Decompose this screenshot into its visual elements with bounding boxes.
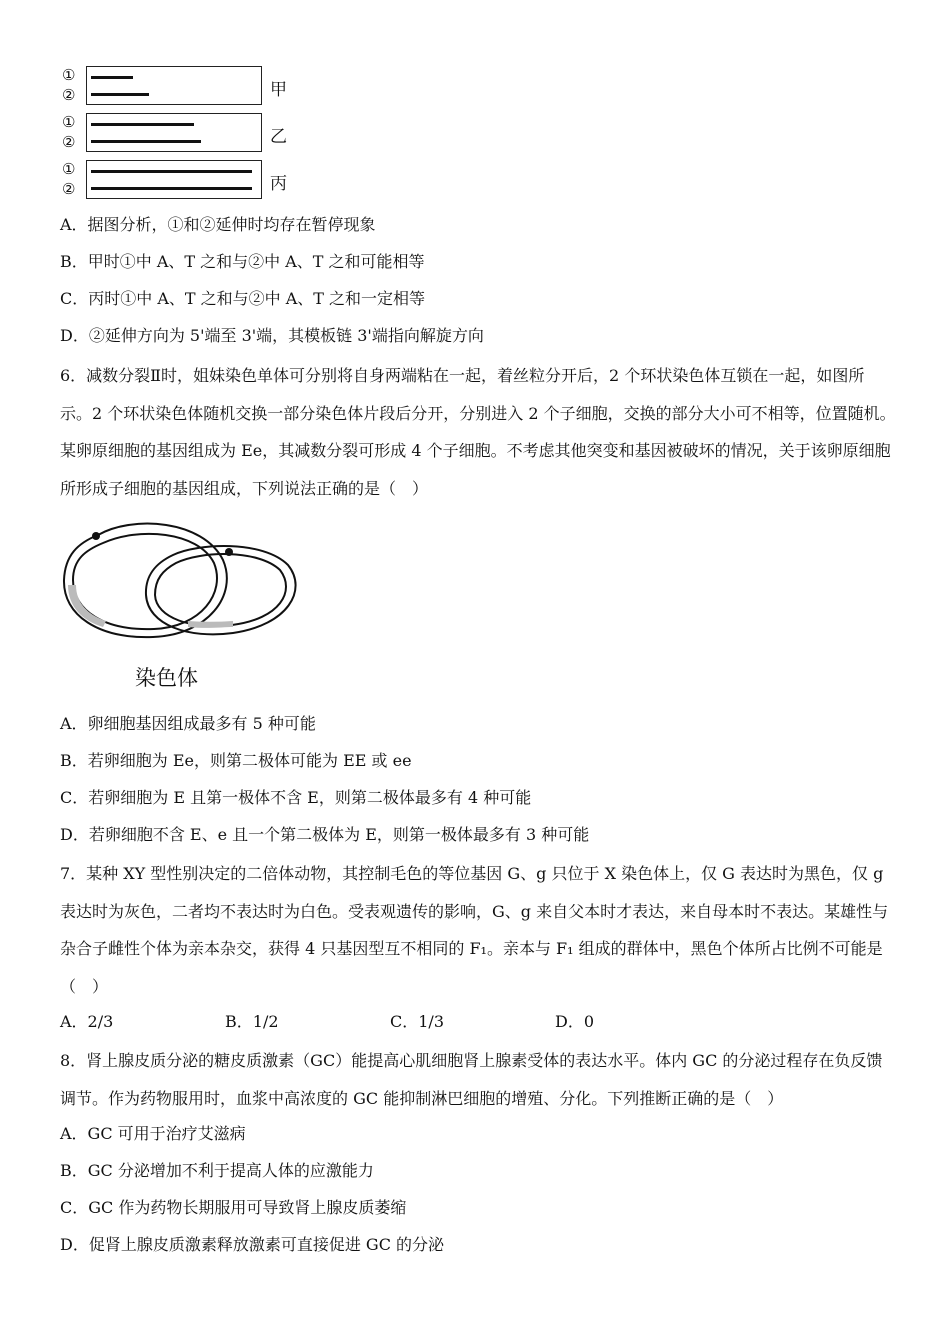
figure-row-box — [86, 66, 262, 105]
q7-option-c: C．1/3 — [390, 1012, 444, 1031]
q8-stem: 8．肾上腺皮质分泌的糖皮质激素（GC）能提高心肌细胞肾上腺素受体的表达水平。体内 GC 的分泌过程存在负反馈调节。作为药物服用时，血浆中高浓度的 GC 能抑制淋巴细胞的增殖、分化。下列推断正确的是（ ） — [60, 1051, 883, 1108]
q8-option-d: D．促肾上腺皮质激素释放激素可直接促进 GC 的分泌 — [60, 1235, 445, 1254]
q7-option-d: D．0 — [555, 1012, 595, 1031]
q6-option-b: B．若卵细胞为 Ee，则第二极体可能为 EE 或 ee — [60, 751, 412, 770]
row-label: 丙 — [270, 174, 287, 194]
q8-option-a: A．GC 可用于治疗艾滋病 — [60, 1124, 246, 1143]
strand-2-marker: ② — [62, 86, 76, 104]
strand-2-bar — [91, 187, 252, 190]
strand-1-marker: ① — [62, 160, 76, 178]
strand-1-marker: ① — [62, 66, 76, 84]
q6-option-c: C．若卵细胞为 E 且第一极体不含 E，则第二极体最多有 4 种可能 — [60, 788, 532, 807]
strand-1-marker: ① — [62, 113, 76, 131]
q8-option-c: C．GC 作为药物长期服用可导致肾上腺皮质萎缩 — [60, 1198, 407, 1217]
q5-option-b: B．甲时①中 A、T 之和与②中 A、T 之和可能相等 — [60, 252, 425, 271]
right-ring-inner — [155, 554, 286, 626]
figure-row-box — [86, 113, 262, 152]
strand-1-bar — [91, 123, 194, 126]
strand-2-bar — [91, 140, 201, 143]
q6-option-d: D．若卵细胞不含 E、e 且一个第二极体为 E，则第一极体最多有 3 种可能 — [60, 825, 590, 844]
right-ring-outer — [146, 546, 296, 634]
q7-stem: 7．某种 XY 型性别决定的二倍体动物，其控制毛色的等位基因 G、g 只位于 X 染色体上，仅 G 表达时为黑色，仅 g 表达时为灰色，二者均不表达时为白色。受表观遗传的影响，G、g 来自父本时才表达，来自母本时不表达。某雄性与杂合子雌性个体为亲本杂交，获得 4 只基因型互不相同的 F₁。亲本与 F₁ 组成的群体中，黑色个体所占比例不可能是（ ） — [60, 864, 889, 996]
strand-2-marker: ② — [62, 133, 76, 151]
strand-2-bar — [91, 93, 149, 96]
q5-option-a: A．据图分析，①和②延伸时均存在暂停现象 — [60, 215, 376, 234]
strand-2-marker: ② — [62, 180, 76, 198]
q8-option-b: B．GC 分泌增加不利于提高人体的应激能力 — [60, 1161, 374, 1180]
q6-stem: 6．减数分裂Ⅱ时，姐妹染色单体可分别将自身两端粘在一起，着丝粒分开后，2 个环状染色体互锁在一起，如图所示。2 个环状染色体随机交换一部分染色体片段后分开，分别进入 2 个子细胞，交换的部分大小可不相等，位置随机。某卵原细胞的基因组成为 Ee，其减数分裂可形成 4 个子细胞。不考虑其他突变和基因被破坏的情况，关于该卵原细胞所形成子细胞的基因组成，下列说法正确的是（ ） — [60, 366, 896, 498]
q5-option-d: D．②延伸方向为 5'端至 3'端，其模板链 3'端指向解旋方向 — [60, 326, 484, 345]
strand-1-bar — [91, 170, 252, 173]
q5-option-c: C．丙时①中 A、T 之和与②中 A、T 之和一定相等 — [60, 289, 426, 308]
q6-option-a: A．卵细胞基因组成最多有 5 种可能 — [60, 714, 316, 733]
ring-chromosome-figure — [58, 515, 308, 645]
figure-caption: 染色体 — [135, 666, 198, 690]
q7-option-b: B．1/2 — [225, 1012, 279, 1031]
row-label: 乙 — [270, 127, 287, 147]
row-label: 甲 — [270, 80, 287, 100]
figure-row-box — [86, 160, 262, 199]
strand-1-bar — [91, 76, 133, 79]
q7-option-a: A．2/3 — [60, 1012, 114, 1031]
